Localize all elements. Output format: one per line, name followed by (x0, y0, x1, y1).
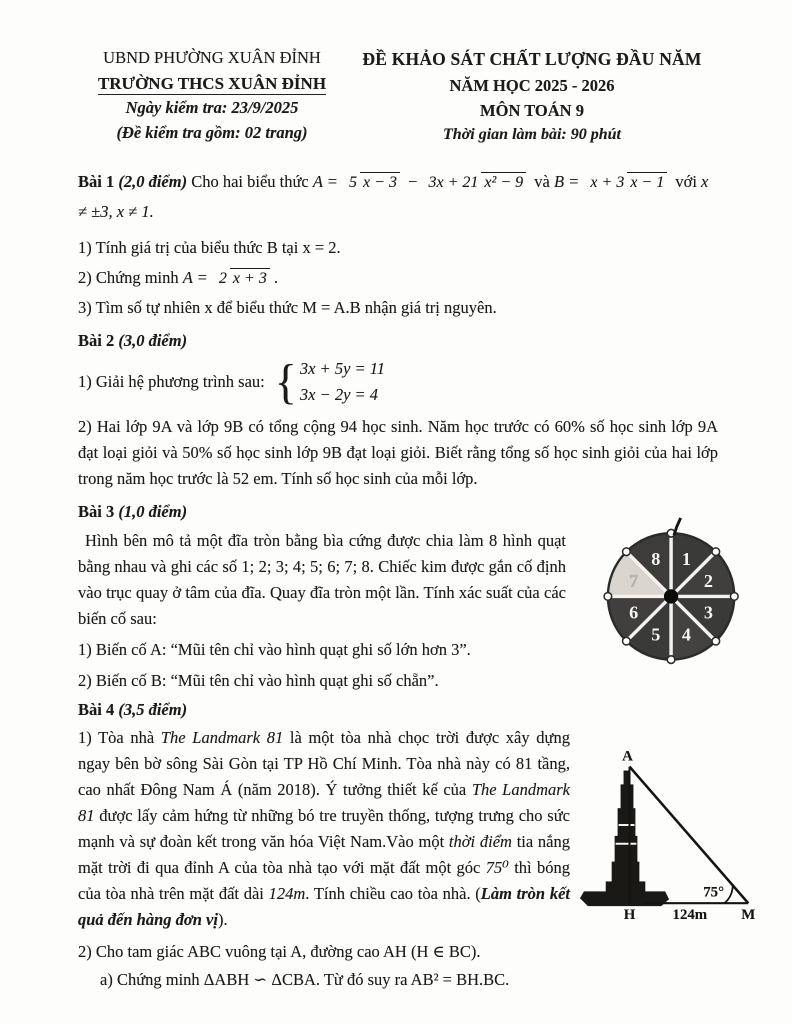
wheel-number-3: 3 (703, 602, 713, 623)
formula-b-lhs: B = (553, 172, 580, 192)
bai2-q1-pre: 1) Giải hệ phương trình sau: (78, 371, 265, 391)
angle-arc (725, 885, 733, 903)
p1-seg-landmark: The Landmark 81 (78, 780, 570, 826)
bai1-heading-line (78, 167, 718, 227)
bai3-question-1: 1) Biến cố A: “Mũi tên chỉ vào hình quạt ghi số lớn hơn 3”. (78, 640, 471, 660)
tower-triangle-figure (578, 725, 776, 923)
conjunction-va: và (534, 172, 550, 192)
conjunction-voi: với (675, 172, 697, 192)
p1-seg: thì bóng của tòa nhà trên mặt đất dài (78, 858, 570, 904)
bai3-label: Bài 3 (78, 502, 115, 522)
exam-date: Ngày kiểm tra: 23/9/2025 (125, 98, 299, 118)
bai2-points: (3,0 điểm) (118, 331, 188, 351)
bai1-question-2 (78, 263, 718, 293)
bai3-question-2: 2) Biến cố B: “Mũi tên chỉ vào hình quạt ghi số chẵn”. (78, 671, 439, 691)
wheel-number-4: 4 (681, 624, 691, 645)
spinner-wheel-figure (578, 516, 768, 674)
fraction-b: x + 3 x − 1 (587, 174, 667, 192)
system-brace: { (274, 354, 297, 408)
equation-1: 3x + 5y = 11 (299, 359, 386, 379)
section-bai1 (78, 167, 718, 321)
duration: Thời gian làm bài: 90 phút (443, 125, 621, 143)
angle-label: 75° (703, 884, 725, 901)
page-count-note: (Đề kiểm tra gồm: 02 trang) (116, 123, 308, 142)
wheel-number-6: 6 (629, 602, 639, 623)
exam-title: ĐỀ KHẢO SÁT CHẤT LƯỢNG ĐẦU NĂM (362, 49, 702, 69)
section-bai4 (78, 697, 756, 993)
p1-seg-rounding-note: Làm tròn kết quả đến hàng đơn vị (78, 884, 570, 930)
bai1-label: Bài 1 (78, 172, 115, 192)
wheel-number-2: 2 (703, 571, 713, 592)
wheel-hub (664, 589, 678, 603)
school-block (78, 46, 346, 146)
wheel-number-5: 5 (651, 624, 661, 645)
section-bai3 (78, 499, 718, 694)
bai4-question-2a: a) Chứng minh ΔABH ∽ ΔCBA. Từ đó suy ra AB² = BH.BC. (100, 970, 510, 990)
vertex-h-label: H (623, 907, 636, 924)
minus-sign: − (408, 172, 418, 192)
p1-seg-landmark: The Landmark 81 (160, 728, 284, 748)
p1-seg-time: thời điểm (448, 832, 512, 852)
domain-condition: x ≠ ±3, x ≠ 1. (78, 172, 709, 222)
authority-name: UBND PHƯỜNG XUÂN ĐỈNH (103, 48, 321, 67)
fraction-a2: 3x + 21 x² − 9 (426, 174, 527, 192)
p1-seg: ). (217, 910, 228, 930)
bai4-heading (78, 697, 718, 723)
bai1-points: (2,0 điểm) (118, 172, 188, 192)
bai4-question-2: 2) Cho tam giác ABC vuông tại A, đường cao AH (H ∈ BC). (78, 942, 481, 962)
bai3-points: (1,0 điểm) (118, 502, 188, 522)
base-length-label: 124m (672, 907, 708, 924)
fraction-a1: 5 x − 3 (346, 174, 400, 192)
p1-seg: tia nắng mặt trời đi qua đỉnh A của tòa nhà tạo với mặt đất một góc (78, 832, 570, 878)
p1-seg-angle: 75⁰ (485, 858, 509, 878)
bai2-heading (78, 328, 718, 354)
bai2-label: Bài 2 (78, 331, 115, 351)
bai1-q2-dot: . (273, 268, 278, 288)
school-name: TRƯỜNG THCS XUÂN ĐỈNH (97, 73, 327, 93)
bai4-label: Bài 4 (78, 700, 115, 720)
bai3-body (78, 528, 718, 694)
formula-a-lhs: A = (312, 172, 338, 192)
bai1-question-3: 3) Tìm số tự nhiên x để biểu thức M = A.B nhận giá trị nguyên. (78, 298, 497, 318)
p1-seg: . Tính chiều cao tòa nhà. ( (305, 884, 481, 904)
spinner-wheel-icon (578, 516, 768, 674)
triangle-lines (629, 767, 748, 904)
wheel-number-7: 7 (629, 571, 639, 592)
p1-seg: là một tòa nhà chọc trời được xây dựng ngay bên bờ sông Sài Gòn tại TP Hồ Chí Minh. Tòa nhà này có 81 tầng, cao nhất Đông Nam Á (năm 2018). Ý tưởng thiết kế của (78, 728, 570, 800)
vertex-m-label: M (741, 907, 756, 924)
bai4-points: (3,5 điểm) (118, 700, 188, 720)
tower-triangle-icon (578, 725, 776, 923)
wheel-number-1: 1 (681, 549, 691, 570)
tower-silhouette (580, 771, 669, 907)
bai2-question-1 (78, 356, 718, 407)
p1-seg: được lấy cảm hứng từ những bó tre truyền thống, tượng trưng cho sức mạnh và sự đoàn kết trong văn hóa Việt Nam.Vào một (78, 806, 570, 852)
bai1-q2-lhs: A = (182, 268, 208, 288)
equation-2: 3x − 2y = 4 (299, 384, 379, 404)
vertex-a-label: A (622, 748, 633, 765)
wheel-number-8: 8 (651, 549, 661, 570)
bai2-question-2: 2) Hai lớp 9A và lớp 9B có tổng cộng 94 học sinh. Năm học trước có 60% số học sinh lớp 9A đạt loại giỏi và 50% số học sinh lớp 9B đạt loại giỏi. Biết rằng tổng số học sinh giỏi của hai lớp trong năm học trước là 52 em. Tính số học sinh của mỗi lớp. (78, 417, 718, 489)
subject: MÔN TOÁN 9 (480, 100, 584, 120)
exam-header (78, 46, 718, 147)
section-bai2 (78, 328, 718, 492)
fraction-q2: 2 x + 3 (216, 270, 270, 288)
bai1-q2-pre: 2) Chứng minh (78, 268, 179, 288)
bai3-paragraph: Hình bên mô tả một đĩa tròn bằng bìa cứng được chia làm 8 hình quạt bằng nhau và ghi các số 1; 2; 3; 4; 5; 6; 7; 8. Chiếc kim được gắn cố định vào trục quay ở tâm của đĩa. Quay đĩa tròn một lần. Tính xác suất của các biến cố sau: (78, 531, 566, 629)
bai4-body (78, 725, 756, 993)
bai1-intro: Cho hai biểu thức (191, 172, 309, 192)
p1-seg-length: 124m (268, 884, 306, 904)
school-year: NĂM HỌC 2025 - 2026 (449, 75, 615, 95)
exam-title-block (346, 46, 718, 147)
p1-seg: 1) Tòa nhà (78, 728, 161, 748)
equation-system (300, 356, 385, 407)
bai1-question-1: 1) Tính giá trị của biểu thức B tại x = 2. (78, 238, 341, 258)
